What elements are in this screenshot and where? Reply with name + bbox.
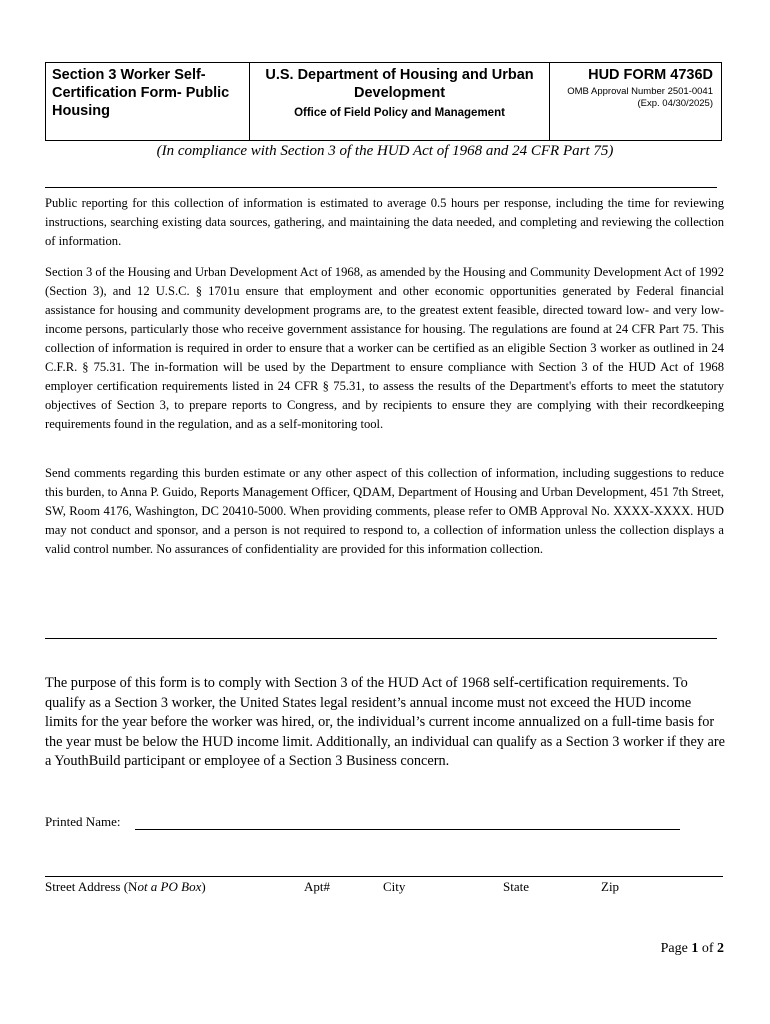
omb-approval-number: OMB Approval Number 2501-0041 xyxy=(567,86,713,97)
printed-name-label: Printed Name: xyxy=(45,814,121,829)
form-title: Section 3 Worker Self-Certification Form- Public Housing xyxy=(52,67,230,119)
divider-middle xyxy=(45,638,717,639)
city-label: City xyxy=(383,879,406,894)
form-number: HUD FORM 4736D xyxy=(588,67,713,83)
zip-label: Zip xyxy=(601,879,620,894)
printed-name-line[interactable] xyxy=(135,829,680,830)
purpose-statement: The purpose of this form is to comply with Section 3 of the HUD Act of 1968 self-certification requirements. To qualify as a Section 3 worker, the United States legal resident’s annual income must not exceed the HUD income limits for the year before the worker was hired, or, the individual’s current income annualized on a full-time basis for the year must be below the HUD income limit. Additionally, an individual can qualify as a Section 3 worker if they are a YouthBuild participant or employee of a Section 3 Business concern. xyxy=(45,675,725,769)
form-number-cell xyxy=(549,63,721,140)
street-address-label: Street Address (Not a PO Box) xyxy=(45,879,206,894)
burden-paragraph-3: Send comments regarding this burden estimate or any other aspect of this collection of information, including suggestions to reduce this burden, to Anna P. Guido, Reports Management Officer, QDAM, Department of Housing and Urban Development, 451 7th Street, SW, Room 4176, Washington, DC 20410-5000. When providing comments, please refer to OMB Approval No. XXXX-XXXX. HUD may not conduct and sponsor, and a person is not required to respond to, a collection of information unless the collection displays a valid control number. No assurances of confidentiality are provided for this information collection. xyxy=(45,466,724,556)
form-header-table xyxy=(45,62,722,141)
page-number: Page 1 of 2 xyxy=(660,941,724,956)
printed-name-field[interactable] xyxy=(45,814,685,834)
divider-top xyxy=(45,187,717,188)
burden-paragraph-1: Public reporting for this collection of information is estimated to average 0.5 hours per response, including the time for reviewing instructions, searching existing data sources, gathering, and maintaining the data needed, and completing and reviewing the collection of information. xyxy=(45,196,724,248)
state-label: State xyxy=(503,879,529,894)
omb-expiration: (Exp. 04/30/2025) xyxy=(637,98,713,109)
form-title-cell xyxy=(46,63,249,140)
compliance-note: (In compliance with Section 3 of the HUD Act of 1968 and 24 CFR Part 75) xyxy=(156,143,614,159)
burden-paragraph-2: Section 3 of the Housing and Urban Development Act of 1968, as amended by the Housing and Community Development Act of 1992 (Section 3), and 12 U.S.C. § 1701u ensure that employment and other economic opportunities generated by Federal financial assistance for housing and community development programs are, to the greatest extent feasible, directed toward low- and very low-income persons, particularly those who receive government assistance for housing. The regulations are found at 24 CFR Part 75. This collection of information is required in order to ensure that a worker can be certified as an eligible Section 3 worker as outlined in 24 C.F.R. § 75.31. The in-formation will be used by the Department to ensure compliance with Section 3 of the HUD Act of 1968 employer certification requirements listed in 24 CFR § 75.31, to assess the results of the Department's efforts to meet the statutory objectives of Section 3, to prepare reports to Congress, and by recipients to ensure they are complying with their recordkeeping requirements found in the regulation, and as a self-monitoring tool. xyxy=(45,265,724,431)
address-labels xyxy=(45,879,725,899)
apt-label: Apt# xyxy=(304,879,330,894)
street-address-line[interactable] xyxy=(45,876,723,877)
office-name: Office of Field Policy and Management xyxy=(294,107,505,119)
agency-name: U.S. Department of Housing and Urban Development xyxy=(265,67,534,101)
agency-cell xyxy=(249,63,549,140)
